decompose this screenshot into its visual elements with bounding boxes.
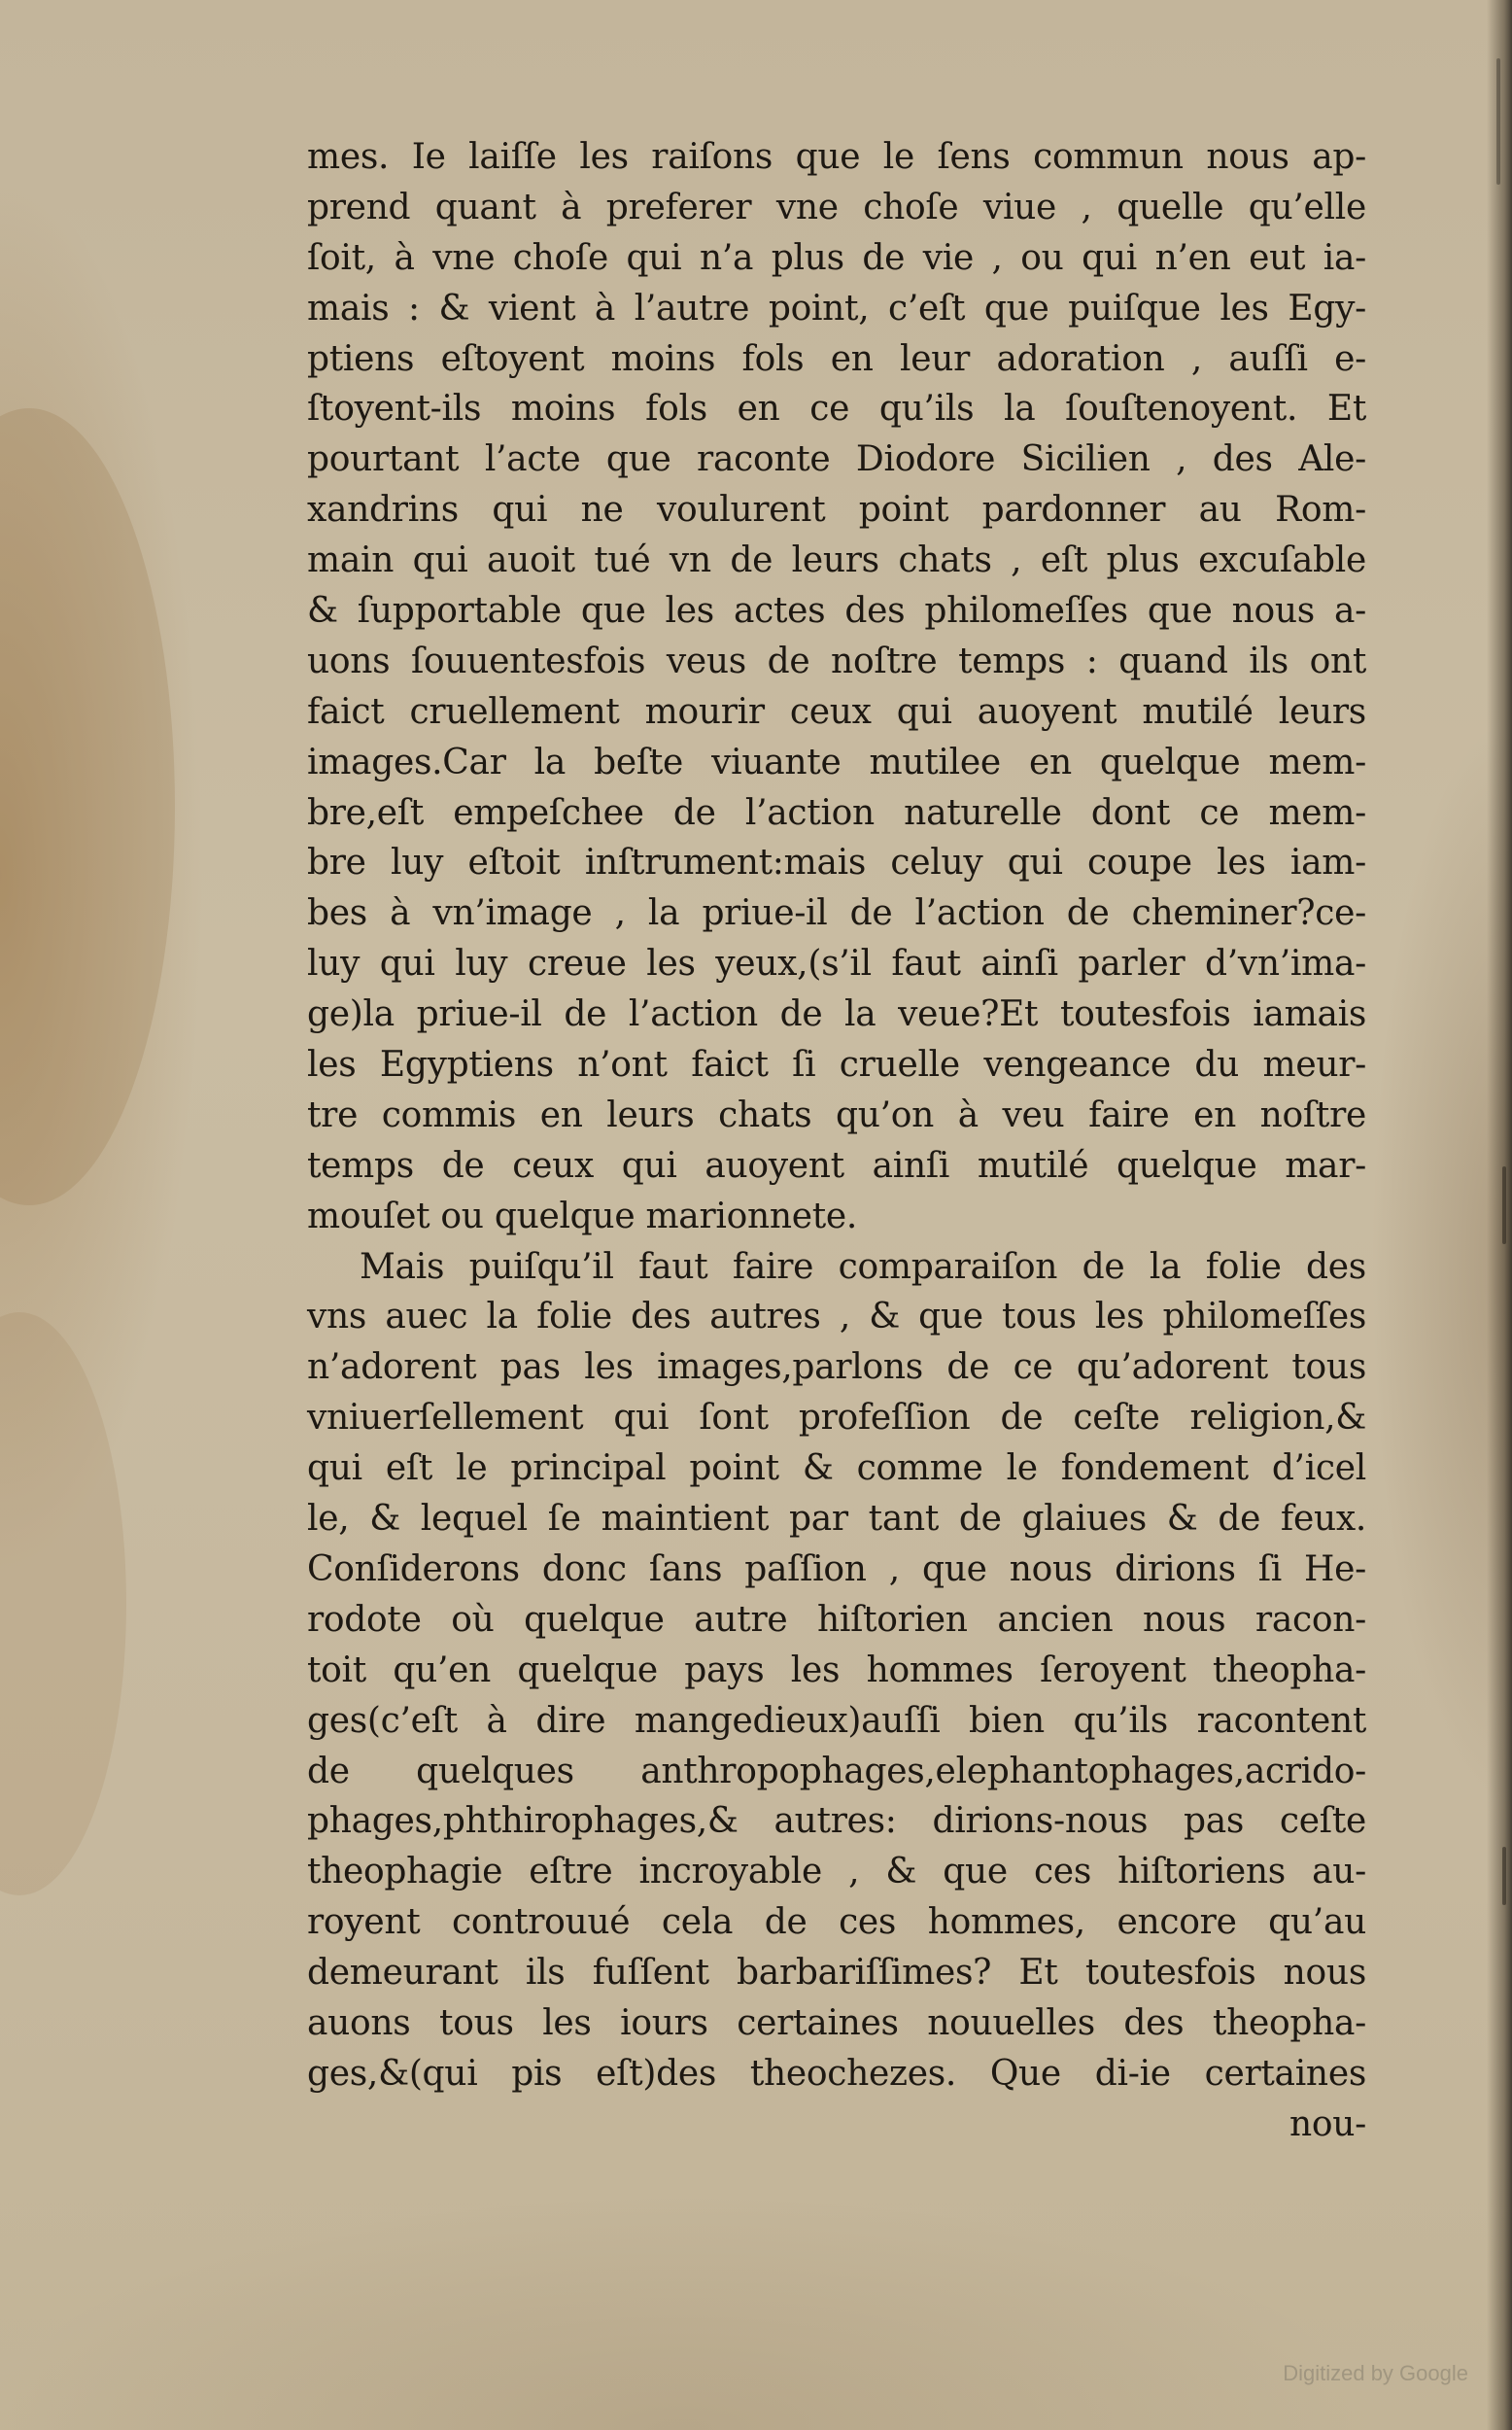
text-line: phages,phthirophages,& autres: dirions-nous pas ceſte <box>307 1801 1366 1842</box>
text-line: bre,eſt empeſchee de l’action naturelle dont ce mem- <box>307 792 1366 833</box>
text-line: prend quant à preferer vne choſe viue , quelle qu’elle <box>307 187 1366 227</box>
text-line: Mais puiſqu’il faut faire comparaiſon de la folie des <box>360 1246 1366 1287</box>
paper-stain <box>0 1312 126 1895</box>
text-line: luy qui luy creue les yeux,(s’il faut ainſi parler d’vn’ima- <box>307 944 1366 985</box>
text-line: royent controuué cela de ces hommes, encore qu’au <box>307 1902 1366 1943</box>
text-line: Conſiderons donc ſans paſſion , que nous dirions ſi He- <box>307 1548 1366 1589</box>
margin-mark <box>1502 1847 1506 1905</box>
text-line: demeurant ils fuſſent barbariſſimes? Et toutesfois nous <box>307 1953 1366 1994</box>
text-line: xandrins qui ne voulurent point pardonner au Rom- <box>307 490 1366 531</box>
text-line: mouſet ou quelque marionnete. <box>307 1196 858 1236</box>
text-line: theophagie eſtre incroyable , & que ces hiſtoriens au- <box>307 1852 1366 1892</box>
text-line: n’adorent pas les images,parlons de ce qu’adorent tous <box>307 1347 1366 1388</box>
text-line: rodote où quelque autre hiſtorien ancien nous racon- <box>307 1599 1366 1640</box>
text-line: vns auec la folie des autres , & que tous les philomeſſes <box>307 1297 1366 1337</box>
text-line: ges,&(qui pis eſt)des theochezes. Que di-ie certaines <box>307 2053 1366 2094</box>
text-line: ſoit, à vne choſe qui n’a plus de vie , ou qui n’en eut ia- <box>307 237 1366 278</box>
text-line: ge)la priue-il de l’action de la veue?Et toutesfois iamais <box>307 994 1366 1035</box>
text-line: ptiens eſtoyent moins fols en leur adoration , auſſi e- <box>307 338 1366 379</box>
catchword: nou- <box>1289 2103 1366 2144</box>
margin-mark <box>1502 1166 1506 1244</box>
text-line: vniuerſellement qui ſont profeſſion de ceſte religion,& <box>307 1398 1366 1439</box>
text-line: le, & lequel ſe maintient par tant de glaiues & de feux. <box>307 1499 1366 1540</box>
paragraph-2 <box>307 1242 1366 2100</box>
text-line: pourtant l’acte que raconte Diodore Sicilien , des Ale- <box>307 439 1366 480</box>
text-line: main qui auoit tué vn de leurs chats , eſt plus excuſable <box>307 540 1366 581</box>
text-line: de quelques anthropophages,elephantophages,acrido- <box>307 1751 1366 1791</box>
paper-stain <box>0 408 175 1205</box>
text-line: ſtoyent-ils moins fols en ce qu’ils la ſouſtenoyent. Et <box>307 389 1366 430</box>
text-line: bes à vn’image , la priue-il de l’action de cheminer?ce- <box>307 893 1366 934</box>
text-line: images.Car la beſte viuante mutilee en quelque mem- <box>307 742 1366 782</box>
text-line: temps de ceux qui auoyent ainſi mutilé quelque mar- <box>307 1145 1366 1186</box>
text-line: tre commis en leurs chats qu’on à veu faire en noſtre <box>307 1094 1366 1135</box>
text-line: mes. Ie laiſſe les raiſons que le ſens commun nous ap- <box>307 137 1366 177</box>
digitized-watermark: Digitized by Google <box>1283 2361 1468 2385</box>
margin-mark <box>1496 58 1500 185</box>
text-line: mais : & vient à l’autre point, c’eſt que puiſque les Egy- <box>307 288 1366 329</box>
text-line: les Egyptiens n’ont faict ſi cruelle vengeance du meur- <box>307 1045 1366 1086</box>
text-line: bre luy eſtoit inſtrument:mais celuy qui coupe les iam- <box>307 843 1366 884</box>
text-line: qui eſt le principal point & comme le fondement d’icel <box>307 1448 1366 1489</box>
paragraph-1 <box>307 132 1366 1242</box>
text-line: auons tous les iours certaines nouuelles des theopha- <box>307 2002 1366 2043</box>
text-line: ges(c’eſt à dire mangedieux)auſſi bien qu’ils racontent <box>307 1700 1366 1741</box>
text-line: & ſupportable que les actes des philomeſſes que nous a- <box>307 591 1366 632</box>
text-line: uons ſouuentesfois veus de noſtre temps : quand ils ont <box>307 641 1366 681</box>
page-edge-shadow <box>1487 0 1512 2430</box>
text-line: faict cruellement mourir ceux qui auoyent mutilé leurs <box>307 691 1366 732</box>
text-line: toit qu’en quelque pays les hommes ſeroyent theopha- <box>307 1649 1366 1690</box>
page-text <box>307 132 1366 2150</box>
